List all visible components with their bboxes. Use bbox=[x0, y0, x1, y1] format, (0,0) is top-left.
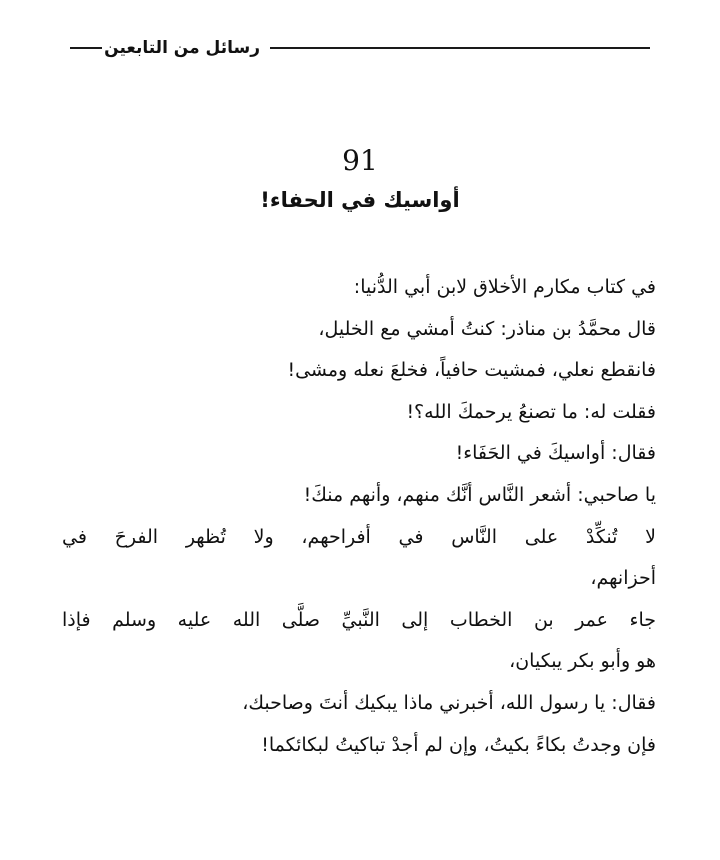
header-rule-left bbox=[70, 47, 102, 49]
text-line: فانقطع نعلي، فمشيت حافياً، فخلعَ نعله ومشى! bbox=[287, 359, 656, 382]
text-line: فقال: أواسيكَ في الحَفَاء! bbox=[455, 442, 656, 465]
text-line: في كتاب مكارم الأخلاق لابن أبي الدُّنيا: bbox=[353, 276, 656, 298]
chapter-number: 91 bbox=[342, 144, 378, 177]
text-line: فإن وجدتُ بكاءً بكيتُ، وإن لم أجدْ تباكيتُ لبكائكما! bbox=[261, 733, 656, 756]
text-line: أحزانهم، bbox=[590, 567, 656, 590]
body-text bbox=[62, 267, 656, 766]
text-line: جاء عمر بن الخطاب إلى النَّبيِّ صلَّى الله عليه وسلم فإذا bbox=[62, 608, 656, 631]
chapter-title: أواسيك في الحفاء! bbox=[260, 188, 460, 212]
text-line: قال محمَّدُ بن مناذر: كنتُ أمشي مع الخليل، bbox=[318, 317, 656, 340]
text-line: لا تُنكِّدْ على النَّاس في أفراحهم، ولا تُظهر الفرحَ في bbox=[62, 525, 656, 548]
running-header bbox=[70, 34, 650, 62]
text-line: فقال: يا رسول الله، أخبرني ماذا يبكيك أنتَ وصاحبك، bbox=[242, 691, 656, 714]
text-line: يا صاحبي: أشعر النَّاس أنَّك منهم، وأنهم منكَ! bbox=[303, 483, 656, 506]
text-line: فقلت له: ما تصنعُ يرحمكَ الله؟! bbox=[406, 400, 656, 423]
running-header-title: رسائل من التابعين bbox=[104, 38, 260, 58]
header-rule-right bbox=[270, 47, 650, 49]
text-line: هو وأبو بكر يبكيان، bbox=[509, 650, 656, 673]
